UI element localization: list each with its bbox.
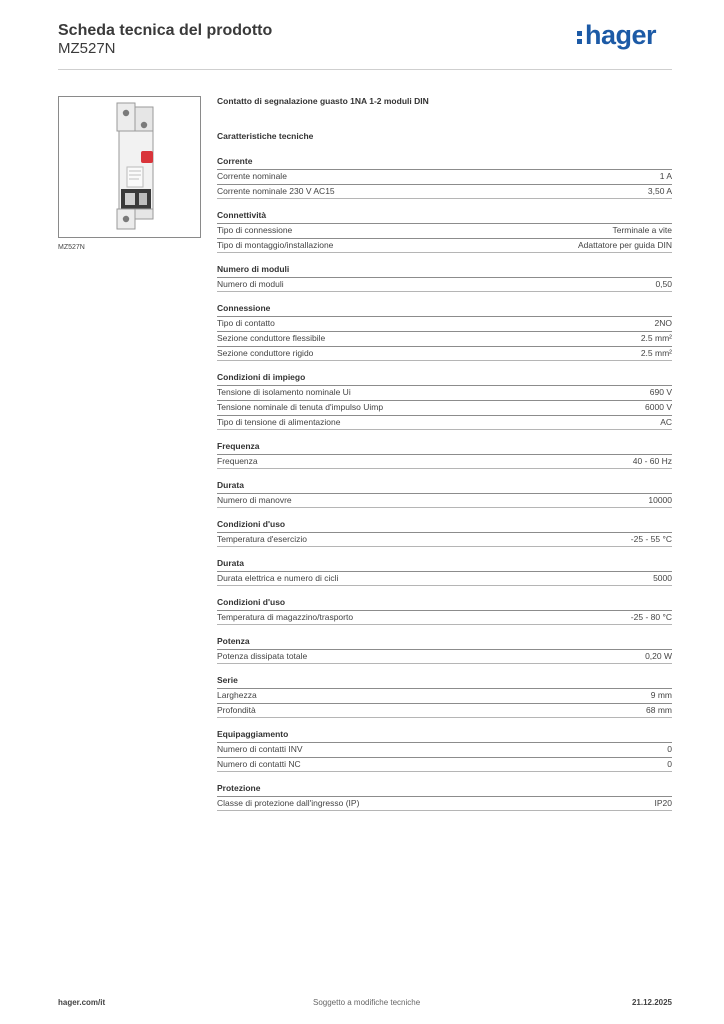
spec-label: Temperatura di magazzino/trasporto <box>217 612 354 622</box>
spec-row <box>217 493 672 508</box>
spec-label: Profondità <box>217 705 256 715</box>
spec-sections <box>217 156 672 811</box>
section-title: Serie <box>217 675 238 685</box>
spec-value: 9 mm <box>650 690 672 700</box>
spec-value: 0,50 <box>655 279 672 289</box>
spec-row <box>217 757 672 772</box>
spec-section <box>217 783 672 811</box>
spec-value: Terminale a vite <box>612 225 672 235</box>
section-title: Condizioni di impiego <box>217 372 306 382</box>
section-title: Durata <box>217 558 244 568</box>
spec-value: 2.5 mm² <box>640 348 672 358</box>
spec-value: 0,20 W <box>645 651 672 661</box>
spec-value: 2.5 mm² <box>640 333 672 343</box>
spec-value: 2NO <box>654 318 672 328</box>
spec-label: Larghezza <box>217 690 257 700</box>
spec-section <box>217 210 672 253</box>
logo-text: hager <box>584 20 656 50</box>
section-title: Connessione <box>217 303 271 313</box>
section-title: Frequenza <box>217 441 260 451</box>
spec-value: 6000 V <box>645 402 672 412</box>
characteristics-title: Caratteristiche tecniche <box>217 131 314 141</box>
product-code: MZ527N <box>58 40 116 57</box>
spec-value: -25 - 55 °C <box>630 534 672 544</box>
page-header <box>58 20 672 70</box>
section-title: Equipaggiamento <box>217 729 289 739</box>
logo-dots-icon <box>577 27 583 45</box>
spec-label: Numero di contatti NC <box>217 759 301 769</box>
section-title: Connettività <box>217 210 267 220</box>
section-title: Protezione <box>217 783 261 793</box>
spec-label: Frequenza <box>217 456 258 466</box>
spec-row <box>217 316 672 331</box>
spec-row <box>217 610 672 625</box>
spec-row <box>217 223 672 238</box>
spec-label: Corrente nominale 230 V AC15 <box>217 186 335 196</box>
spec-value: 5000 <box>653 573 672 583</box>
product-image <box>58 96 201 238</box>
section-title: Condizioni d'uso <box>217 519 286 529</box>
spec-section <box>217 519 672 547</box>
product-illustration-icon <box>59 97 200 237</box>
spec-value: 68 mm <box>646 705 672 715</box>
spec-label: Classe di protezione dall'ingresso (IP) <box>217 798 360 808</box>
spec-label: Temperatura d'esercizio <box>217 534 307 544</box>
spec-row <box>217 346 672 361</box>
spec-content <box>217 96 672 822</box>
spec-label: Tipo di montaggio/installazione <box>217 240 334 250</box>
spec-section <box>217 729 672 772</box>
spec-row <box>217 400 672 415</box>
spec-section <box>217 480 672 508</box>
spec-section <box>217 156 672 199</box>
footer-note: Soggetto a modifiche tecniche <box>313 998 421 1007</box>
spec-section <box>217 264 672 292</box>
spec-label: Durata elettrica e numero di cicli <box>217 573 339 583</box>
spec-label: Tipo di connessione <box>217 225 293 235</box>
spec-value: 40 - 60 Hz <box>632 456 672 466</box>
spec-label: Numero di moduli <box>217 279 284 289</box>
spec-section <box>217 558 672 586</box>
spec-row <box>217 385 672 400</box>
spec-label: Numero di contatti INV <box>217 744 303 754</box>
spec-value: Adattatore per guida DIN <box>577 240 672 250</box>
spec-row <box>217 238 672 253</box>
spec-section <box>217 303 672 361</box>
spec-value: 0 <box>667 744 672 754</box>
spec-value: -25 - 80 °C <box>630 612 672 622</box>
document-title: Scheda tecnica del prodotto <box>58 22 273 39</box>
spec-row <box>217 331 672 346</box>
product-description: Contatto di segnalazione guasto 1NA 1-2 moduli DIN <box>217 96 429 106</box>
section-title: Corrente <box>217 156 253 166</box>
spec-value: AC <box>660 417 672 427</box>
spec-value: 10000 <box>648 495 672 505</box>
hager-logo <box>577 20 656 50</box>
spec-section <box>217 597 672 625</box>
spec-label: Numero di manovre <box>217 495 292 505</box>
spec-value: 0 <box>667 759 672 769</box>
spec-value: IP20 <box>654 798 672 808</box>
spec-section <box>217 636 672 664</box>
section-title: Potenza <box>217 636 250 646</box>
spec-row <box>217 277 672 292</box>
spec-row <box>217 454 672 469</box>
spec-row <box>217 184 672 199</box>
section-title: Durata <box>217 480 244 490</box>
spec-label: Tipo di contatto <box>217 318 275 328</box>
spec-label: Tensione di isolamento nominale Ui <box>217 387 351 397</box>
image-caption: MZ527N <box>58 244 85 251</box>
spec-label: Sezione conduttore rigido <box>217 348 314 358</box>
spec-row <box>217 415 672 430</box>
spec-section <box>217 675 672 718</box>
spec-label: Corrente nominale <box>217 171 287 181</box>
spec-label: Potenza dissipata totale <box>217 651 308 661</box>
spec-section <box>217 372 672 430</box>
spec-section <box>217 441 672 469</box>
spec-row <box>217 532 672 547</box>
spec-label: Tensione nominale di tenuta d'impulso Uimp <box>217 402 384 412</box>
spec-value: 1 A <box>659 171 672 181</box>
spec-row <box>217 742 672 757</box>
section-title: Numero di moduli <box>217 264 290 274</box>
spec-row <box>217 169 672 184</box>
spec-row <box>217 571 672 586</box>
spec-label: Tipo di tensione di alimentazione <box>217 417 341 427</box>
footer-website: hager.com/it <box>58 998 106 1007</box>
spec-label: Sezione conduttore flessibile <box>217 333 326 343</box>
spec-row <box>217 796 672 811</box>
spec-value: 3,50 A <box>647 186 672 196</box>
spec-row <box>217 649 672 664</box>
section-title: Condizioni d'uso <box>217 597 286 607</box>
footer-date: 21.12.2025 <box>631 998 672 1007</box>
spec-row <box>217 688 672 703</box>
spec-value: 690 V <box>649 387 672 397</box>
spec-row <box>217 703 672 718</box>
